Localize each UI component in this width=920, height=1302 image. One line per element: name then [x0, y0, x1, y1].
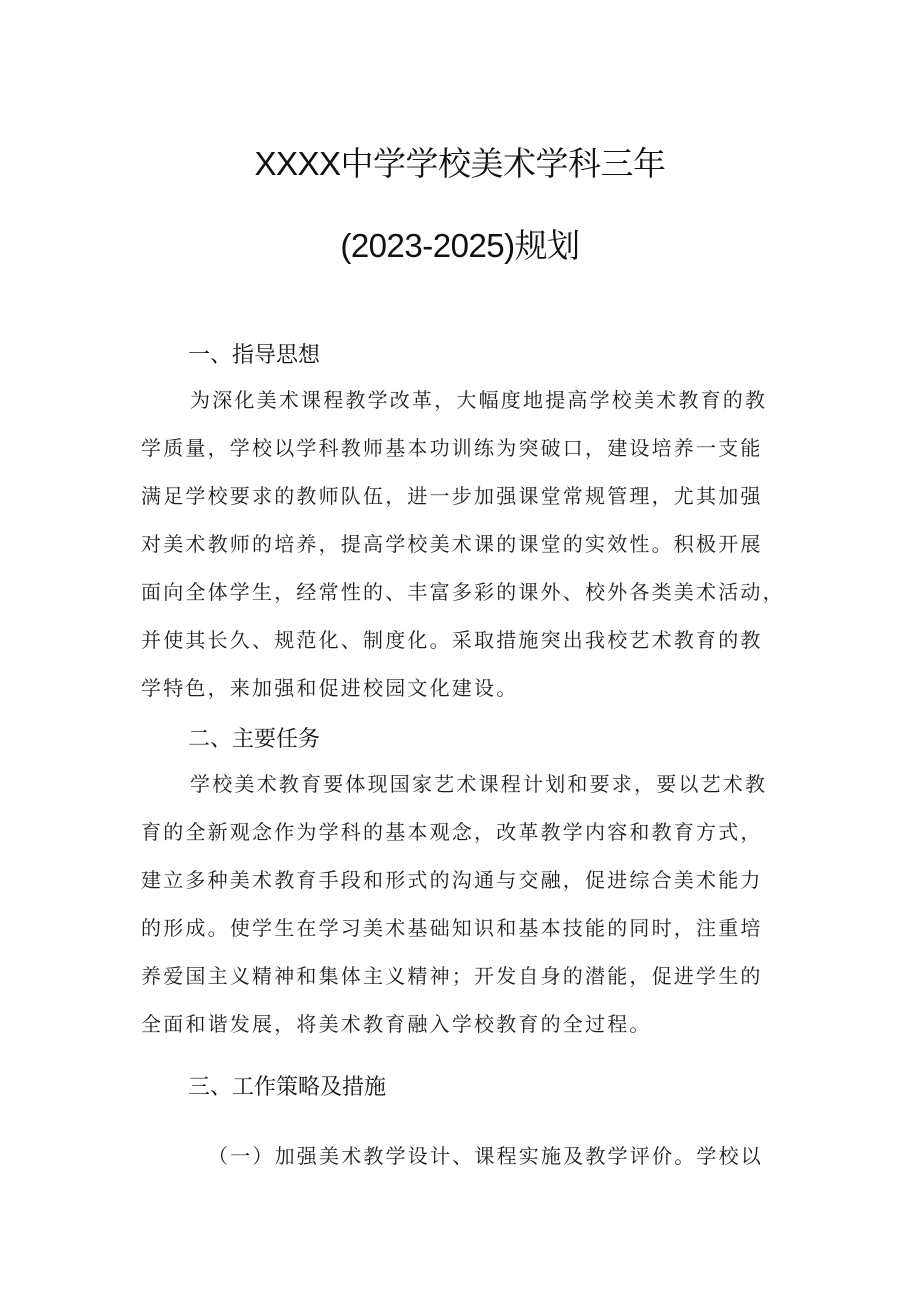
- paragraph-line: 学质量，学校以学科教师基本功训练为突破口，建设培养一支能: [141, 436, 763, 460]
- paragraph-line: 学特色，来加强和促进校园文化建设。: [141, 676, 519, 700]
- paragraph-line: 的形成。使学生在学习美术基础知识和基本技能的同时，注重培: [141, 916, 763, 940]
- paragraph-line: 建立多种美术教育手段和形式的沟通与交融，促进综合美术能力: [141, 868, 763, 892]
- paragraph-line: 养爱国主义精神和集体主义精神；开发自身的潜能，促进学生的: [141, 964, 763, 988]
- section-heading-guiding-ideology: 一、指导思想: [188, 342, 321, 367]
- section-heading-strategies: 三、工作策略及措施: [188, 1074, 387, 1099]
- paragraph-line: 满足学校要求的教师队伍，进一步加强课堂常规管理，尤其加强: [141, 484, 763, 508]
- paragraph-line: （一）加强美术教学设计、课程实施及教学评价。学校以: [208, 1144, 763, 1168]
- paragraph-line: 并使其长久、规范化、制度化。采取措施突出我校艺术教育的教: [141, 628, 763, 652]
- paragraph-line: 对美术教师的培养，提高学校美术课的课堂的实效性。积极开展: [141, 532, 763, 556]
- section-heading-main-tasks: 二、主要任务: [188, 726, 321, 751]
- paragraph-line: 为深化美术课程教学改革，大幅度地提高学校美术教育的教: [190, 388, 768, 412]
- paragraph-line: 面向全体学生，经常性的、丰富多彩的课外、校外各类美术活动，: [141, 580, 785, 604]
- paragraph-line: 全面和谐发展，将美术教育融入学校教育的全过程。: [141, 1012, 652, 1036]
- document-subtitle: (2023-2025)规划: [340, 227, 580, 264]
- document-title: XXXX中学学校美术学科三年: [254, 145, 666, 182]
- paragraph-line: 学校美术教育要体现国家艺术课程计划和要求，要以艺术教: [190, 772, 768, 796]
- paragraph-line: 育的全新观念作为学科的基本观念，改革教学内容和教育方式，: [141, 820, 763, 844]
